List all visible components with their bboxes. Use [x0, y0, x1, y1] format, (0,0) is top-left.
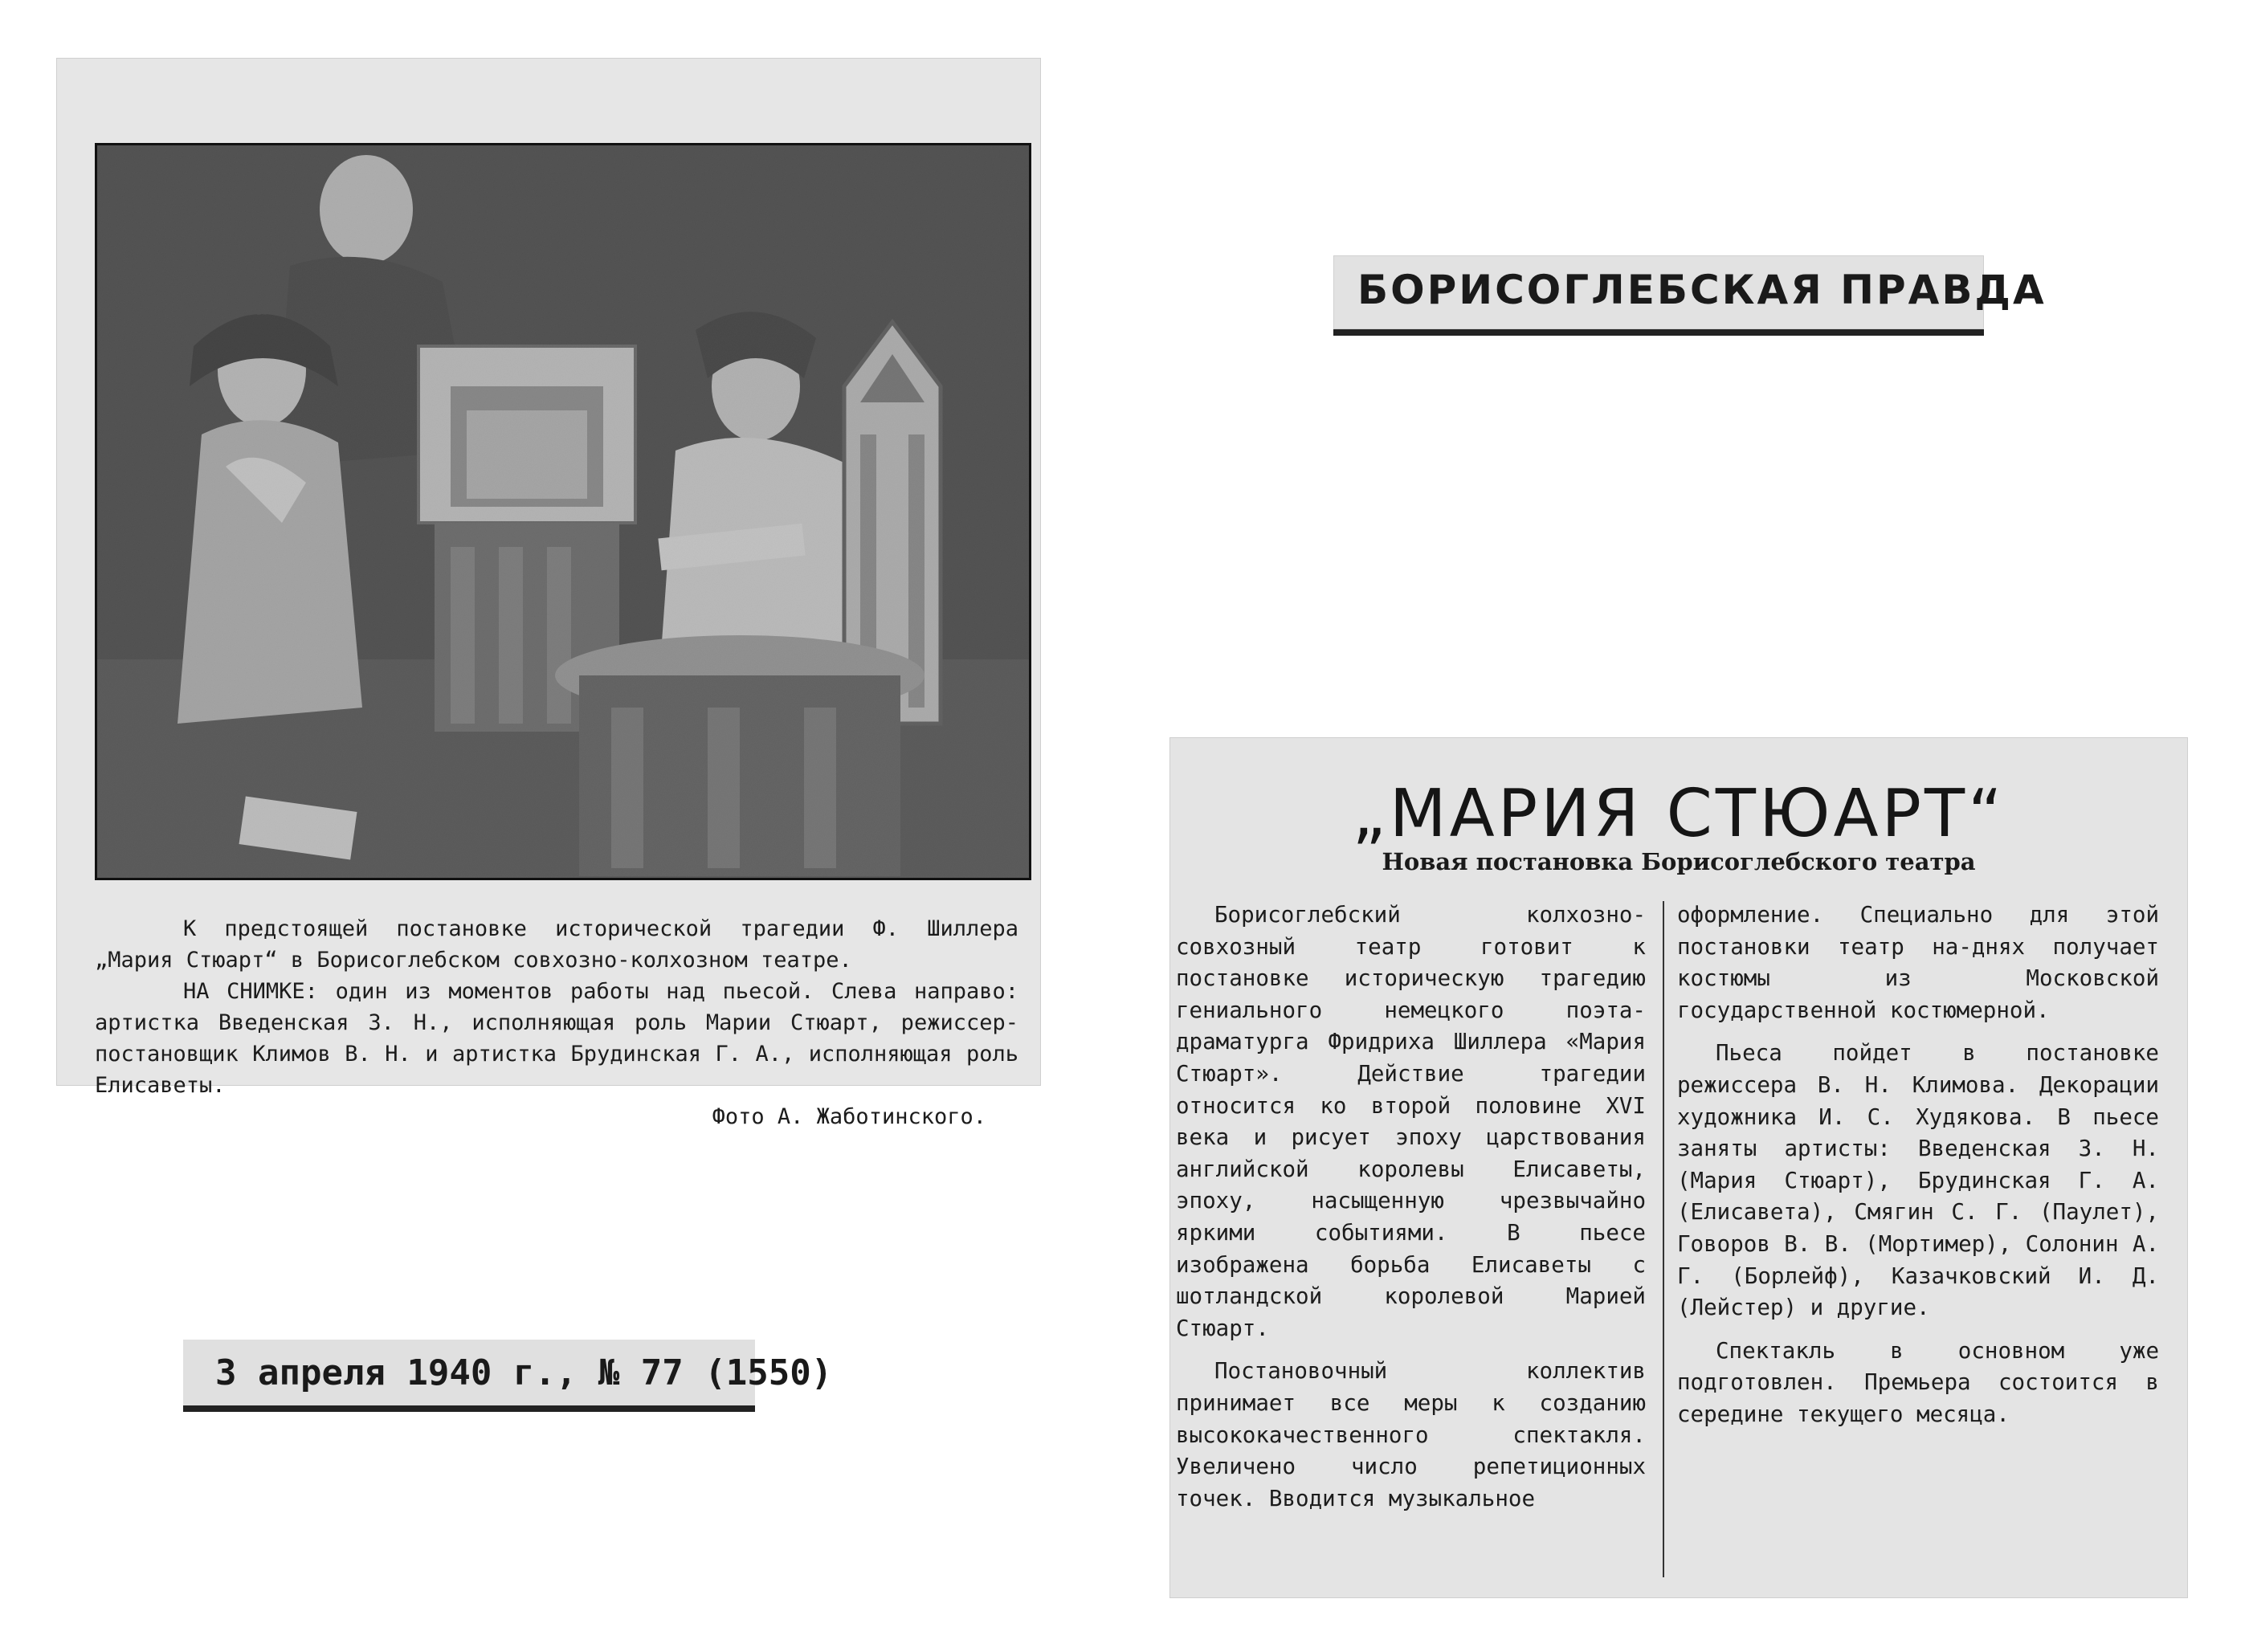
photo-illustration: [97, 145, 1029, 878]
article-clipping: [1169, 737, 2188, 1598]
article-right-column: [1677, 899, 2159, 1442]
article-paragraph: Пьеса пойдет в постановке режиссера В. Н. Климова. Декорации художника И. С. Худякова. В пьесе заняты артисты: Введенская З. Н. (Мария Стюарт), Брудинская Г. А. (Елисавета), Смягин С. Г. (Паулет), Говоров В. В. (Мортимер), Солонин А. Г. (Борлейф), Казачковский И. Д. (Лейстер) и другие.: [1677, 1040, 2159, 1321]
article-subheadline: Новая постановка Борисоглебского театра: [1382, 848, 1976, 875]
article-paragraph: Спектакль в основном уже подготовлен. Премьера состоится в середине текущего месяца.: [1677, 1337, 2159, 1427]
photo-credit: Фото А. Жаботинского.: [712, 1104, 986, 1129]
article-headline: „МАРИЯ СТЮАРТ“: [1352, 776, 2006, 852]
column-divider: [1663, 901, 1664, 1577]
photo-clipping: [56, 58, 1041, 1129]
photo-caption: [95, 913, 1018, 1132]
masthead-title: БОРИСОГЛЕБСКАЯ ПРАВДА: [1357, 267, 2047, 313]
issue-date-text: 3 апреля 1940 г., № 77 (1550): [215, 1352, 833, 1393]
caption-paragraph: К предстоящей постановке исторической трагедии Ф. Шиллера „Мария Стюарт“ в Борисоглебском совхозно-колхозном театре.: [95, 916, 1018, 973]
caption-paragraph: НА СНИМКЕ: один из моментов работы над пьесой. Слева направо: артистка Введенская З. Н., исполняющая роль Марии Стюарт, режиссер-постановщик Климов В. Н. и артистка Брудинская Г. А., исполняющая роль Елисаветы.: [95, 979, 1018, 1098]
rehearsal-photo: [95, 143, 1031, 880]
article-paragraph: Постановочный коллектив принимает все меры к созданию высококачественного спектакля. Увеличено число репетиционных точек. Вводится музыкальное: [1176, 1358, 1646, 1511]
issue-date-line: [183, 1340, 833, 1412]
newspaper-masthead: [1333, 255, 2047, 336]
article-paragraph: Борисоглебский колхозно-совхозный театр готовит к постановке историческую трагедию гениального немецкого поэта-драматурга Фридриха Шиллера «Мария Стюарт». Действие трагедии относится ко второй половине XVI века и рисует эпоху царствования английской королевы Елисаветы, эпоху, насыщенную чрезвычайно яркими событиями. В пьесе изображена борьба Елисаветы с шотландской королевой Марией Стюарт.: [1176, 902, 1646, 1341]
article-left-column: [1176, 899, 1646, 1526]
article-paragraph-continuation: оформление. Специально для этой постановки театр на-днях получает костюмы из Московской государственной костюмерной.: [1677, 902, 2159, 1023]
